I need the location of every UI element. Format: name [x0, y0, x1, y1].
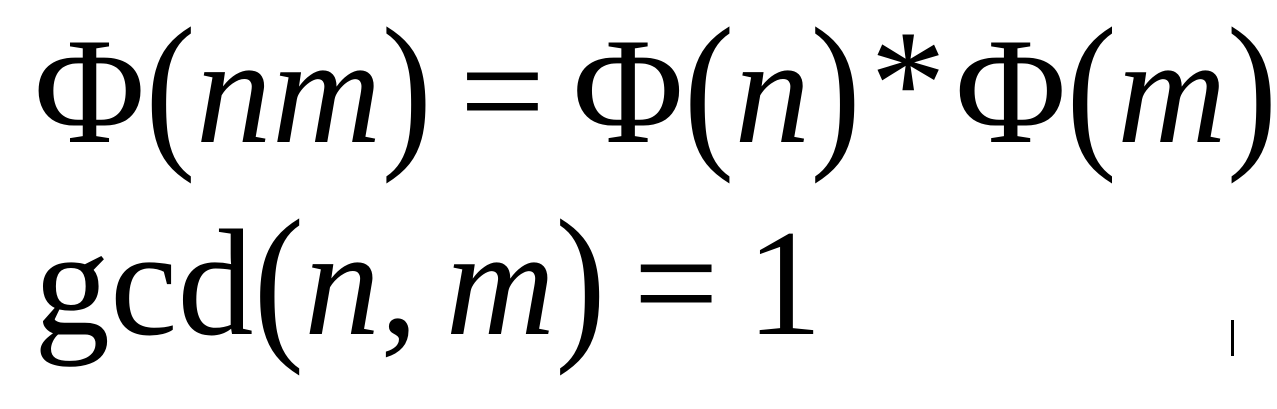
formula-phi-multiplicative: [34, 0, 1277, 185]
variable-n: n: [734, 7, 811, 175]
variable-nm: nm: [195, 7, 382, 175]
comma: ,: [380, 199, 419, 367]
equals-sign: =: [633, 199, 719, 367]
variable-m: m: [445, 199, 556, 367]
variable-m: m: [1116, 7, 1227, 175]
close-paren: ): [1226, 0, 1277, 185]
formula-gcd-condition: [34, 184, 823, 377]
close-paren: ): [381, 0, 433, 185]
close-paren: ): [555, 184, 606, 377]
multiplication-sign: *: [870, 0, 947, 168]
phi-symbol: Φ: [955, 7, 1067, 175]
phi-symbol: Φ: [572, 7, 684, 175]
phi-symbol: Φ: [34, 7, 146, 175]
open-paren: (: [145, 0, 196, 185]
variable-n: n: [304, 199, 381, 367]
open-paren: (: [683, 0, 735, 185]
value-one: 1: [746, 199, 823, 367]
text-cursor-mark: [1231, 320, 1234, 356]
open-paren: (: [253, 184, 305, 377]
open-paren: (: [1066, 0, 1117, 185]
close-paren: ): [810, 0, 861, 185]
equals-sign: =: [459, 7, 546, 175]
gcd-function: gcd: [34, 199, 254, 367]
